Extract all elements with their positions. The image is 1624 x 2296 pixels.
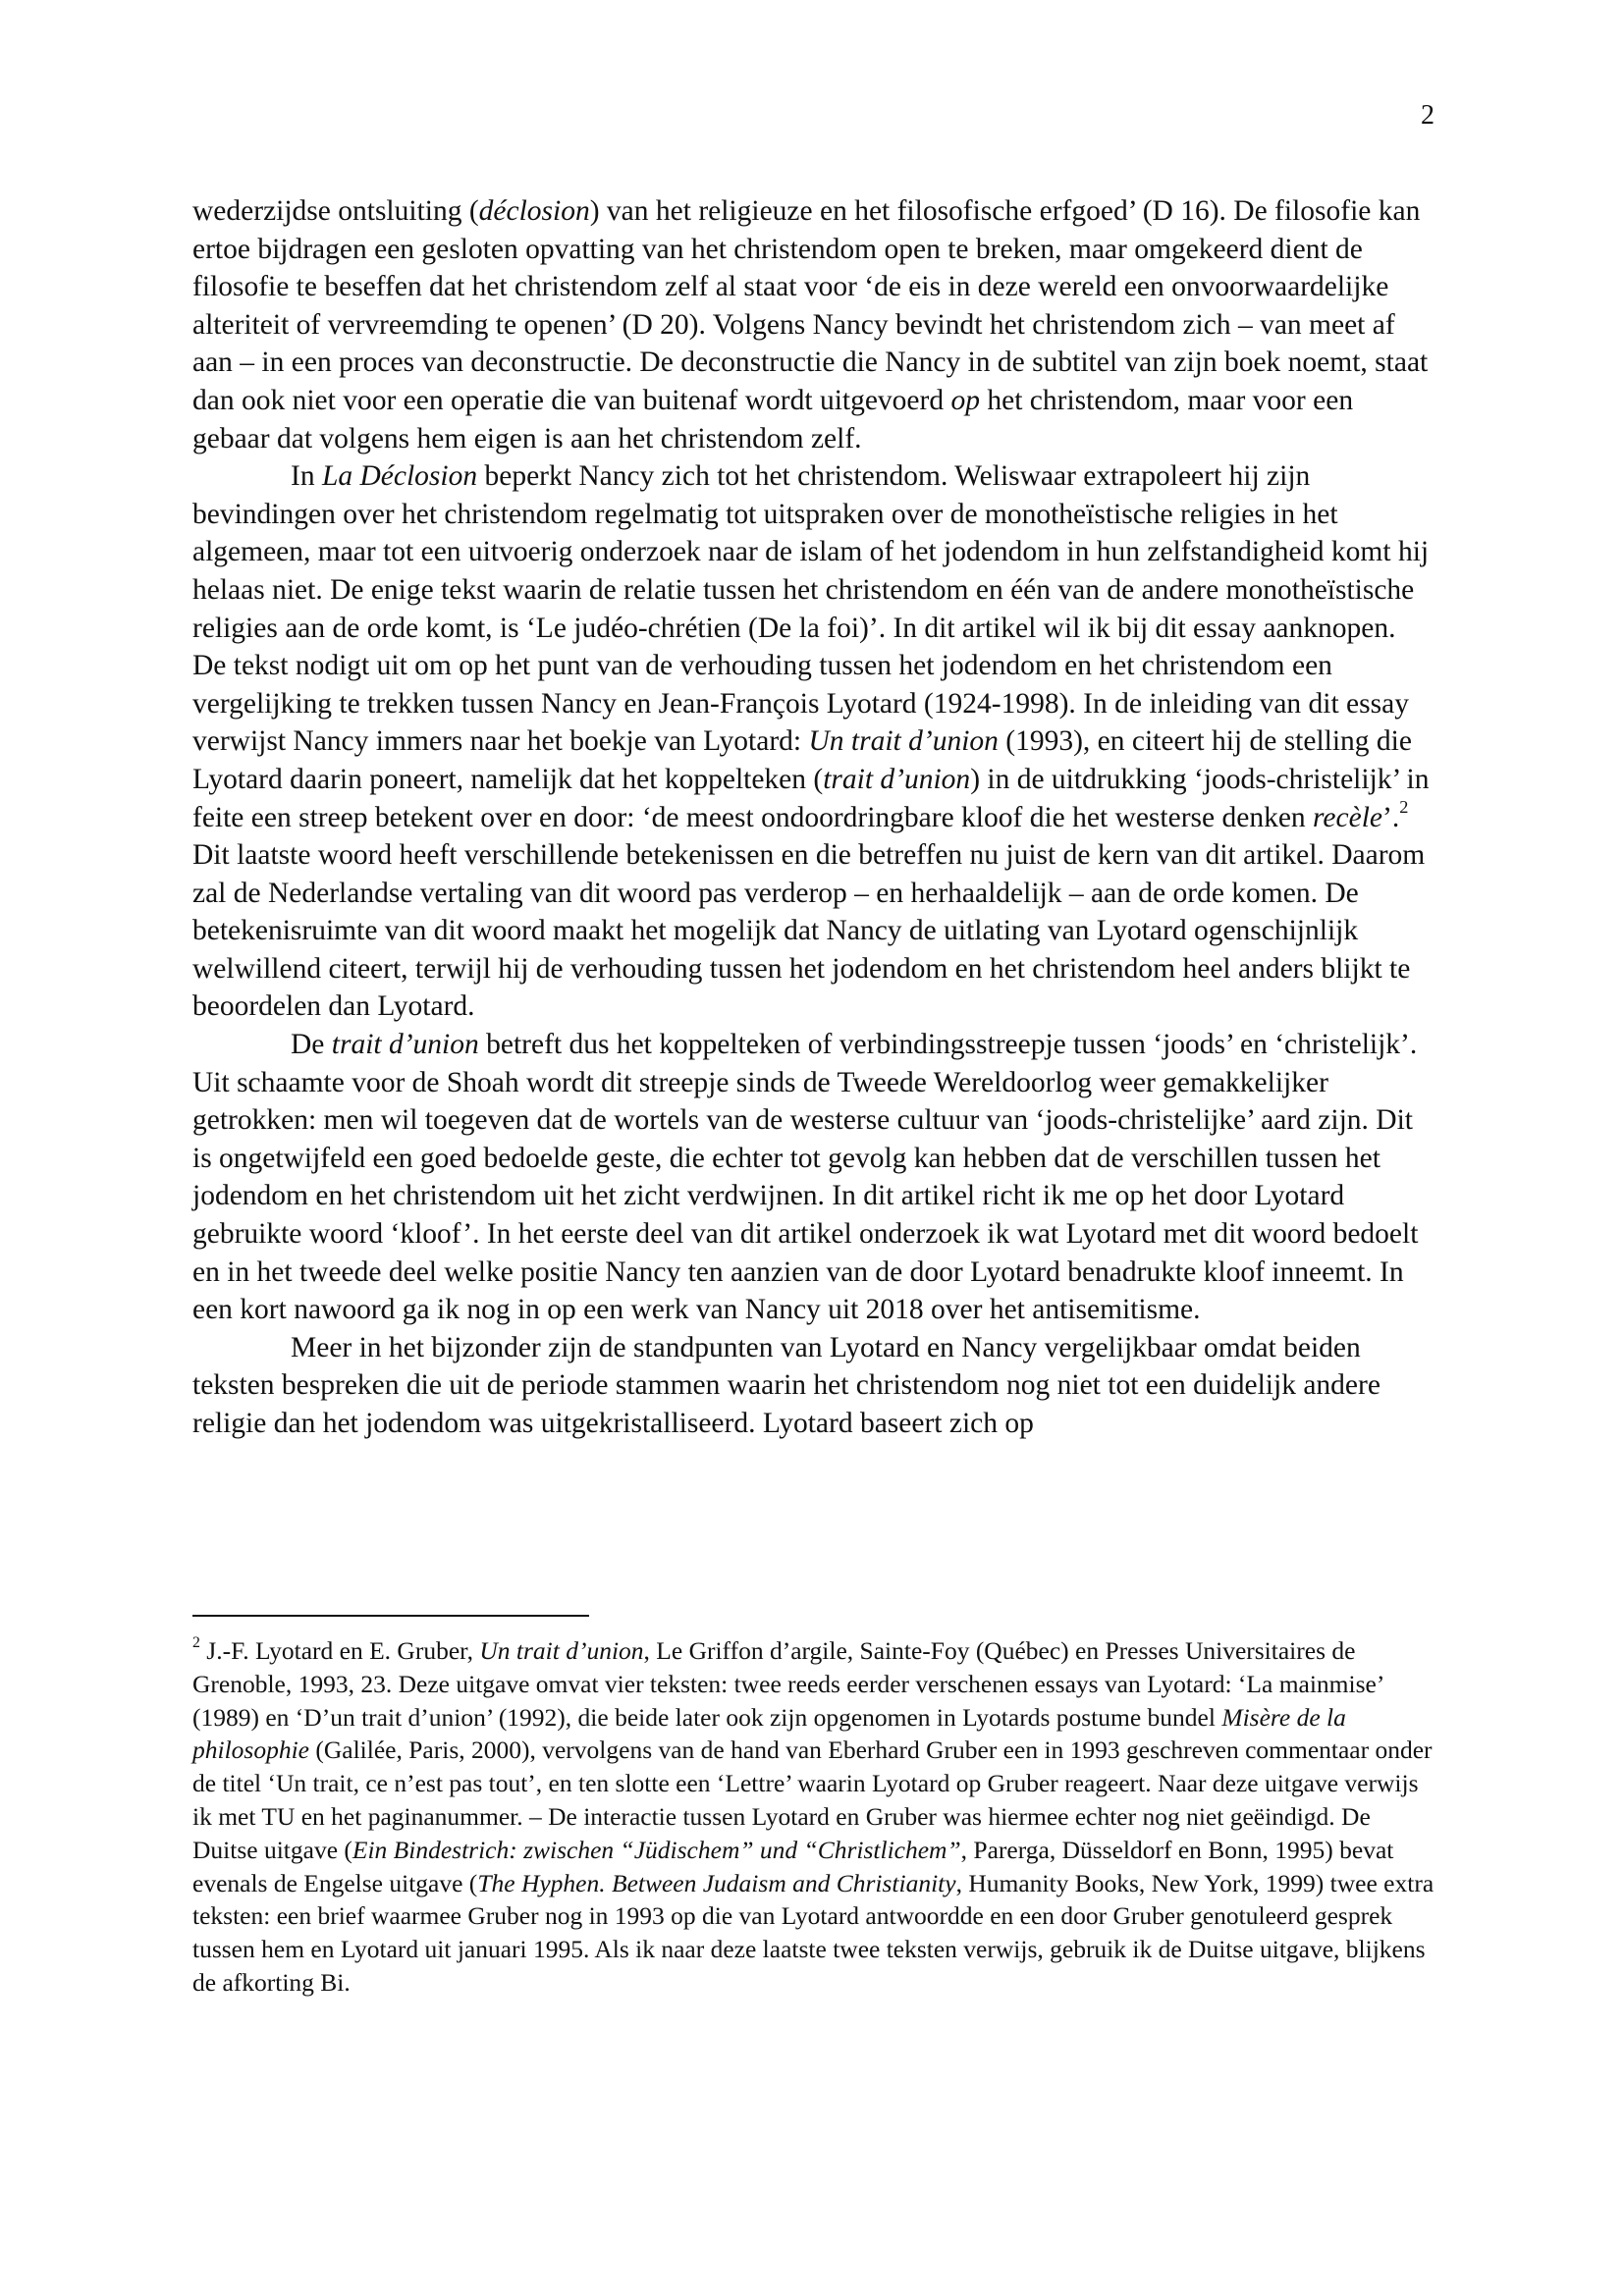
italic-text: trait d’union <box>823 763 971 795</box>
text-run: De <box>291 1029 332 1061</box>
text-run: beperkt Nancy zich tot het christendom. Weliswaar extrapoleert hij zijn bevindingen over het christendom regelmatig tot uitspraken over de monotheïstische religies in het algemeen, maar tot een uitvoerig onderzoek naar de islam of het jodendom in hun zelfstandigheid komt hij helaas niet. De enige tekst waarin de relatie tussen het christendom en één van de andere monotheïstische religies aan de orde komt, is ‘Le judéo-chrétien (De la foi)’. In dit artikel wil ik bij dit essay aanknopen. De tekst nodigt uit om op het punt van de verhouding tussen het jodendom en het christendom een vergelijking te trekken tussen Nancy en Jean-François Lyotard (1924-1998). In de inleiding van dit essay verwijst Nancy immers naar het boekje van Lyotard: <box>192 460 1430 758</box>
body-text <box>192 192 1435 1443</box>
footnote-body <box>192 1636 1434 1997</box>
paragraph <box>192 1329 1435 1443</box>
text-run: (1993), en citeert hij de stelling die Lyotard daarin poneert, namelijk dat het koppelteken ( <box>192 725 1412 795</box>
text-run: ) van het religieuze en het filosofische erfgoed’ (D 16). De filosofie kan ertoe bijdragen een gesloten opvatting van het christendom open te breken, maar omgekeerd dient de filosofie te beseffen dat het christendom zelf al staat voor ‘de eis in deze wereld een onvoorwaardelijke alteriteit of vervreemding te openen’ (D 20). Volgens Nancy bevindt het christendom zich – van meet af aan – in een proces van deconstructie. De deconstructie die Nancy in de subtitel van zijn boek noemt, staat dan ook niet voor een operatie die van buitenaf wordt uitgevoerd <box>192 195 1429 416</box>
italic-text: déclosion <box>478 195 590 227</box>
italic-text: Un trait d’union <box>808 725 999 758</box>
text-run: Meer in het bijzonder zijn de standpunten van Lyotard en Nancy vergelijkbaar omdat beiden teksten bespreken die uit de periode stammen waarin het christendom nog niet tot een duidelijk andere religie dan het jodendom was uitgekristalliseerd. Lyotard baseert zich op <box>192 1331 1380 1439</box>
paragraph <box>192 192 1435 457</box>
paragraph <box>192 457 1435 1026</box>
text-run: , Humanity Books, New York, 1999) twee extra teksten: een brief waarmee Gruber nog in 1993 op die van Lyotard antwoordde en een door Gruber genotuleerd gesprek tussen hem en Lyotard uit januari 1995. Als ik naar deze laatste twee teksten verwijs, gebruik ik de Duitse uitgave, blijkens de afkorting Bi. <box>192 1868 1435 1997</box>
italic-text: Un trait d’union <box>479 1636 644 1665</box>
italic-text: trait d’union <box>331 1029 479 1061</box>
text-run: , Le Griffon d’argile, Sainte-Foy (Québec) en Presses Universitaires de Grenoble, 1993, 23. Deze uitgave omvat vier teksten: twee reeds eerder verschenen essays van Lyotard: ‘La mainmise’ (1989) en ‘D’un trait d’union’ (1992), die beide later ook zijn opgenomen in Lyotards postume bundel <box>192 1636 1383 1732</box>
footnote-text <box>192 1634 1435 2000</box>
page-number: 2 <box>1421 100 1435 131</box>
text-run: ’. <box>1382 801 1400 833</box>
text-run: wederzijdse ontsluiting ( <box>192 195 479 227</box>
footnote <box>192 1634 1435 2000</box>
footnote-separator <box>192 1615 589 1617</box>
footnote-marker: 2 <box>192 1634 200 1652</box>
footnote-reference: 2 <box>1399 796 1409 817</box>
text-run: (Galilée, Paris, 2000), vervolgens van de hand van Eberhard Gruber een in 1993 geschreven commentaar onder de titel ‘Un trait, ce n’est pas tout’, en ten slotte een ‘Lettre’ waarin Lyotard op Gruber reageert. Naar deze uitgave verwijs ik met TU en het paginanummer. – De interactie tussen Lyotard en Gruber was hiermee echter nog niet geëindigd. De Duitse uitgave ( <box>192 1735 1433 1864</box>
text-run: Dit laatste woord heeft verschillende betekenissen en die betreffen nu juist de kern van dit artikel. Daarom zal de Nederlandse vertaling van dit woord pas verderop – en herhaaldelijk – aan de orde komen. De betekenisruimte van dit woord maakt het mogelijk dat Nancy de uitlating van Lyotard ogenschijnlijk welwillend citeert, terwijl hij de verhouding tussen het jodendom en het christendom heel anders blijkt te beoordelen dan Lyotard. <box>192 839 1426 1023</box>
italic-text: recèle <box>1313 801 1383 833</box>
text-run: betreft dus het koppelteken of verbindingsstreepje tussen ‘joods’ en ‘christelijk’. Uit schaamte voor de Shoah wordt dit streepje sinds de Tweede Wereldoorlog weer gemakkelijker getrokken: men wil toegeven dat de wortels van de westerse cultuur van ‘joods-christelijke’ aard zijn. Dit is ongetwijfeld een goed bedoelde geste, die echter tot gevolg kan hebben dat de verschillen tussen het jodendom en het christendom uit het zicht verdwijnen. In dit artikel richt ik me op het door Lyotard gebruikte woord ‘kloof’. In het eerste deel van dit artikel onderzoek ik wat Lyotard met dit woord bedoelt en in het tweede deel welke positie Nancy ten aanzien van de door Lyotard benadrukte kloof inneemt. In een kort nawoord ga ik nog in op een werk van Nancy uit 2018 over het antisemitisme. <box>192 1029 1419 1326</box>
paragraph <box>192 1026 1435 1329</box>
italic-text: op <box>950 384 980 416</box>
italic-text: Misère de la philosophie <box>192 1702 1346 1765</box>
text-run: J.-F. Lyotard en E. Gruber, <box>199 1636 480 1665</box>
italic-text: La Déclosion <box>321 460 478 493</box>
text-run: In <box>291 460 322 493</box>
text-run: , Parerga, Düsseldorf en Bonn, 1995) bevat evenals de Engelse uitgave ( <box>192 1835 1394 1897</box>
text-run: het christendom, maar voor een gebaar dat volgens hem eigen is aan het christendom zelf. <box>192 384 1354 454</box>
text-run: ) in de uitdrukking ‘joods-christelijk’ in feite een streep betekent over en door: ‘de meest ondoordringbare kloof die het westerse denken <box>192 763 1430 833</box>
italic-text: Ein Bindestrich: zwischen “Jüdischem” und “Christlichem” <box>352 1835 961 1864</box>
italic-text: The Hyphen. Between Judaism and Christianity <box>477 1868 956 1897</box>
